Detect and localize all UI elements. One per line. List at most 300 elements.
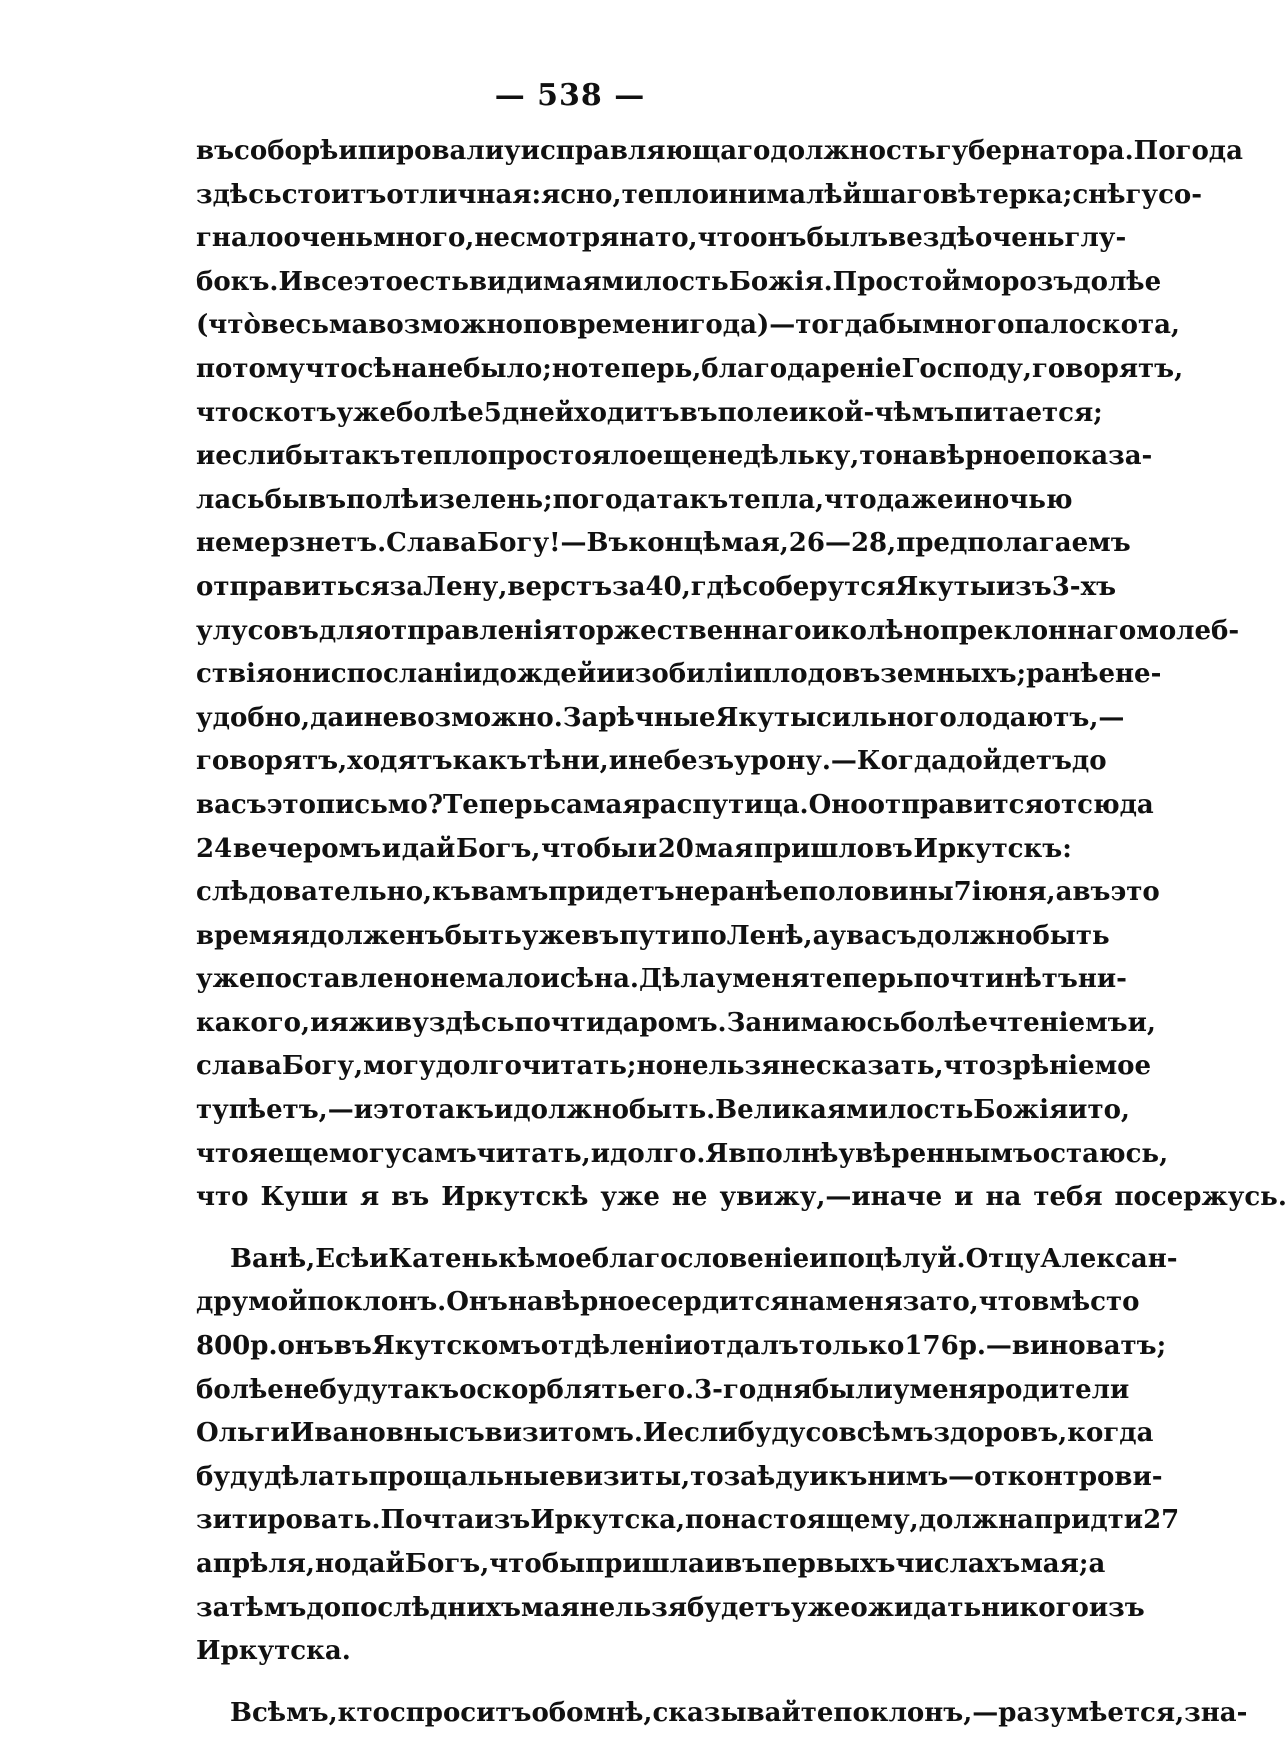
word: навѣрное <box>892 441 1037 472</box>
word: и <box>381 833 402 864</box>
word: питается; <box>954 397 1103 428</box>
word: только <box>798 1331 905 1362</box>
word: и <box>493 1095 514 1126</box>
word: ранѣе <box>710 877 800 908</box>
word: мая, <box>721 528 789 559</box>
word: дня <box>756 1374 812 1405</box>
word: что <box>697 223 751 254</box>
text-line <box>196 522 1131 566</box>
word: почти <box>913 964 1005 995</box>
word: быть <box>1032 920 1110 951</box>
word: буду <box>319 1374 388 1405</box>
word: какъ <box>452 746 527 777</box>
word: ночью <box>972 484 1073 515</box>
word: тепла, <box>728 484 825 515</box>
word: кой-чѣмъ <box>808 397 955 428</box>
word: Онъ <box>446 1287 508 1318</box>
word: меня <box>909 1374 987 1405</box>
word: нѣтъ <box>1004 964 1078 995</box>
word: чтобы <box>489 1549 586 1579</box>
text-line <box>196 1369 1130 1413</box>
word: здоровъ, <box>933 1418 1068 1449</box>
word: то <box>690 1461 724 1492</box>
word: исправляющаго <box>520 136 771 166</box>
word: на <box>619 223 656 254</box>
word: онъ <box>277 1331 334 1362</box>
word: теперь, <box>588 353 702 384</box>
word: долго <box>435 1051 522 1082</box>
word: живу <box>348 1007 429 1038</box>
word: но <box>314 1549 352 1579</box>
word: здѣсь <box>196 179 282 210</box>
word: (чтò <box>196 310 261 341</box>
word: вмѣсто <box>1031 1287 1140 1318</box>
word: скотъ <box>248 397 337 428</box>
word: и <box>344 702 364 733</box>
word: отличная: <box>386 179 542 210</box>
word: и <box>369 1243 389 1274</box>
word: отсюда <box>1043 789 1154 820</box>
word: 800 <box>196 1331 251 1362</box>
word: видимая <box>468 266 602 297</box>
word: и <box>809 1243 829 1274</box>
word: Иркутска, <box>530 1505 686 1536</box>
word: пришло <box>753 833 875 864</box>
word: должность <box>770 136 936 166</box>
word: говорятъ, <box>196 746 348 777</box>
word: есть <box>402 266 469 297</box>
word: Простой <box>832 266 962 297</box>
word: бокъ. <box>196 266 279 297</box>
word: это <box>373 1095 423 1126</box>
word: поцѣлуй. <box>828 1243 966 1274</box>
word: должно <box>513 1095 629 1126</box>
text-line <box>196 1281 1140 1325</box>
word: урону.—Когда <box>734 746 949 777</box>
word: что <box>196 397 249 428</box>
word: отправиться <box>196 571 390 602</box>
word: мое <box>1094 1051 1152 1082</box>
word: навѣрное <box>507 1287 652 1318</box>
word: я <box>248 1138 268 1169</box>
word: кто <box>337 1697 390 1728</box>
word: изъ <box>1088 1592 1145 1623</box>
word: буду <box>196 1461 264 1492</box>
word: зелень; <box>438 484 553 515</box>
word: мерзнетъ. <box>231 528 387 559</box>
word: Погода <box>1133 136 1243 166</box>
word: еще <box>646 441 708 472</box>
word: губернатора. <box>935 136 1134 166</box>
word: мало <box>465 964 541 995</box>
word: должна <box>918 1505 1034 1536</box>
word: И <box>278 266 304 297</box>
word: говорятъ, <box>1031 353 1184 384</box>
word: такъ <box>422 1095 494 1126</box>
word: то, <box>1087 1095 1130 1126</box>
word: что <box>196 1138 249 1169</box>
word: удобно, <box>196 702 311 733</box>
word: ранѣе <box>1026 659 1116 690</box>
word: бы <box>264 484 309 515</box>
word: визиты, <box>565 1461 691 1492</box>
word: іюня, <box>971 877 1056 908</box>
word: все <box>303 266 354 297</box>
word: сказывайте <box>652 1697 834 1728</box>
word: еще <box>267 1138 329 1169</box>
text-line <box>196 871 1160 915</box>
word: вездѣ <box>888 223 975 254</box>
word: изъ <box>995 571 1052 602</box>
text-line <box>196 958 1127 1002</box>
word: очень <box>283 223 374 254</box>
word: визитомъ. <box>484 1418 643 1449</box>
word: и <box>704 1549 725 1579</box>
word: тѣни, <box>526 746 609 777</box>
word: Иркутска. <box>196 1636 351 1667</box>
text-line <box>196 1456 1163 1500</box>
word: мая <box>520 1592 580 1623</box>
word: у <box>892 1374 910 1405</box>
word: дѣлать <box>263 1461 369 1492</box>
word: Господу, <box>901 353 1032 384</box>
word: дай <box>401 833 456 864</box>
word: какого, <box>196 1007 311 1038</box>
text-line <box>196 740 1107 784</box>
text-line <box>196 304 1180 348</box>
word: со- <box>1158 179 1203 210</box>
word: Теперь <box>442 789 551 820</box>
word: за <box>612 571 646 602</box>
text-line <box>196 566 1117 610</box>
word: половины <box>799 877 954 908</box>
word: года)—тогда <box>689 310 879 341</box>
word: отдалъ <box>692 1331 799 1362</box>
word: долженъ <box>309 920 445 951</box>
word: и <box>788 397 809 428</box>
text-line <box>196 1089 1130 1133</box>
word: да <box>310 702 345 733</box>
word: ни- <box>1077 964 1127 995</box>
word: не <box>474 223 510 254</box>
word: изобиліи <box>615 659 753 690</box>
word: Дѣла <box>638 964 716 995</box>
word: заѣду <box>723 1461 810 1492</box>
word: Ванѣ, <box>230 1243 316 1274</box>
text-line <box>196 653 1162 697</box>
word: мая <box>694 833 754 864</box>
word: голодаютъ,— <box>923 702 1125 733</box>
word: долго. <box>610 1138 706 1169</box>
word: нимъ—отконтрови- <box>867 1461 1163 1492</box>
text-line <box>196 697 1125 741</box>
word: прощальные <box>368 1461 566 1492</box>
word: молеб- <box>1136 615 1240 646</box>
word: и <box>708 179 729 210</box>
word: не <box>628 746 664 777</box>
word: времени <box>559 310 690 341</box>
word: много, <box>373 223 475 254</box>
word: у <box>715 964 733 995</box>
word: соборѣ <box>234 136 339 166</box>
word: пировали <box>357 136 505 166</box>
word: апрѣля, <box>196 1549 315 1579</box>
word: могу <box>328 1138 402 1169</box>
word: болѣе <box>395 397 484 428</box>
word: въ <box>308 484 347 515</box>
word: съ <box>448 1418 485 1449</box>
word: быть. <box>628 1095 716 1126</box>
word: и <box>540 964 560 995</box>
word: погода <box>552 484 657 515</box>
word: никого <box>981 1592 1089 1623</box>
word: 24 <box>196 833 233 864</box>
word: но <box>636 1051 673 1082</box>
word: Зарѣчные <box>562 702 716 733</box>
word: васъ <box>846 920 917 951</box>
word: то, <box>655 223 698 254</box>
word: сильно <box>816 702 924 733</box>
word: Богъ, <box>404 1549 490 1579</box>
word: по <box>690 920 727 951</box>
word: невозможно. <box>363 702 563 733</box>
word: улусовъ <box>196 615 319 646</box>
word: зрѣніе <box>996 1051 1095 1082</box>
text-line <box>196 130 1243 174</box>
word: Богъ, <box>455 833 541 864</box>
word: первыхъ <box>762 1549 896 1579</box>
text-line <box>196 610 1240 654</box>
text-line <box>196 392 1103 436</box>
word: а <box>812 920 830 951</box>
word: то <box>859 441 893 472</box>
word: морозъ <box>961 266 1074 297</box>
word: нельзя <box>579 1592 687 1623</box>
word: я <box>360 1182 380 1213</box>
word: Богу!—Въ <box>476 528 629 559</box>
word: Занимаюсь <box>726 1007 901 1038</box>
word: 27 <box>1143 1505 1180 1536</box>
word: сѣна <box>357 353 428 384</box>
word: а <box>1088 1549 1106 1579</box>
word: ходятъ <box>347 746 453 777</box>
word: ясно, <box>541 179 622 210</box>
word: слава <box>196 1051 282 1082</box>
word: посержусь. <box>1114 1182 1287 1213</box>
word: его. <box>635 1374 695 1405</box>
word: предполагаемъ <box>896 528 1131 559</box>
word: 26—28, <box>788 528 897 559</box>
word: по <box>685 1505 722 1536</box>
word: Почта <box>380 1505 475 1536</box>
word: о <box>275 659 293 690</box>
word: когда <box>1067 1418 1154 1449</box>
word: что <box>824 484 877 515</box>
word: Оно <box>808 789 868 820</box>
word: и <box>590 1138 611 1169</box>
word: Божія. <box>728 266 833 297</box>
word: глу- <box>1064 223 1127 254</box>
word: болѣе <box>900 1007 988 1038</box>
word: и <box>419 484 439 515</box>
word: не- <box>1115 659 1162 690</box>
word: будетъ <box>686 1592 791 1623</box>
text-line <box>196 1133 1169 1177</box>
word: благословеніе <box>591 1243 810 1274</box>
word: 176 <box>904 1331 959 1362</box>
word: концѣ <box>628 528 722 559</box>
word: васъ <box>196 789 267 820</box>
word: тебя <box>1033 1182 1103 1213</box>
word: не <box>196 528 232 559</box>
word: обо <box>531 1697 584 1728</box>
word: распутица. <box>641 789 809 820</box>
body-text <box>196 130 1287 1735</box>
word: долѣе <box>1073 266 1162 297</box>
text-line <box>196 1238 1178 1282</box>
word: И <box>642 1418 668 1449</box>
word: Я <box>705 1138 729 1169</box>
word: читать, <box>476 1138 591 1169</box>
word: и <box>637 833 657 864</box>
word: оскорблять <box>459 1374 636 1405</box>
text-line <box>196 1630 1072 1674</box>
word: Слава <box>386 528 477 559</box>
word: Ольги <box>196 1418 290 1449</box>
word: по <box>522 310 560 341</box>
word: мое <box>535 1243 592 1274</box>
word: быть <box>444 920 522 951</box>
word: нельзя <box>672 1051 781 1082</box>
word: и <box>809 1461 829 1492</box>
word: дойдетъ <box>948 746 1072 777</box>
word: мнѣ, <box>583 1697 653 1728</box>
word: мая; <box>1020 1549 1089 1579</box>
word: зна- <box>1184 1697 1248 1728</box>
text-line <box>196 784 1154 828</box>
word: отдѣленіи <box>540 1331 693 1362</box>
word: не <box>429 964 466 995</box>
word: торжественнаго <box>562 615 812 646</box>
word: Великая <box>715 1095 847 1126</box>
word: дождей <box>482 659 597 690</box>
word: для <box>318 615 374 646</box>
word: за <box>902 1287 937 1318</box>
word: поклонъ,—разумѣется, <box>833 1697 1185 1728</box>
word: изъ <box>474 1505 531 1536</box>
word: Якуты <box>895 571 996 602</box>
word: Богу, <box>281 1051 364 1082</box>
word: потому <box>196 353 306 384</box>
word: и <box>608 746 629 777</box>
paragraph-gap <box>196 1220 1072 1238</box>
word: чтобы <box>541 833 638 864</box>
paragraph-gap <box>196 1674 1072 1692</box>
text-line <box>196 1412 1154 1456</box>
word: мой <box>248 1287 308 1318</box>
word: Есѣ <box>315 1243 370 1274</box>
word: у <box>829 920 847 951</box>
word: уже <box>790 1592 851 1623</box>
word: верстъ <box>507 571 613 602</box>
word: смотря <box>509 223 620 254</box>
word: 5 <box>483 397 502 428</box>
word: Ленѣ, <box>726 920 813 951</box>
word: но <box>551 353 589 384</box>
word: не <box>674 877 711 908</box>
word: пути <box>619 920 691 951</box>
word: р.—виноватъ; <box>958 1331 1167 1362</box>
text-line <box>196 1176 1287 1220</box>
word: скота, <box>1086 310 1180 341</box>
word: ствія <box>196 659 276 690</box>
word: самъ <box>401 1138 477 1169</box>
word: вполнѣ <box>728 1138 839 1169</box>
word: въ <box>196 136 235 166</box>
text-line <box>196 348 1184 392</box>
word: Отцу <box>965 1243 1041 1274</box>
word: и <box>954 1182 974 1213</box>
word: послѣднихъ <box>341 1592 521 1623</box>
word: затѣмъ <box>196 1592 307 1623</box>
word: это <box>266 789 316 820</box>
word: и <box>953 484 973 515</box>
word: здѣсь <box>428 1007 515 1038</box>
word: я <box>329 1007 349 1038</box>
word: уже <box>600 1182 660 1213</box>
word: не <box>780 1051 816 1082</box>
word: Всѣмъ, <box>230 1697 338 1728</box>
word: остаюсь, <box>1032 1138 1169 1169</box>
word: на <box>985 1182 1022 1213</box>
word: ни <box>728 179 767 210</box>
word: теперь <box>809 964 914 995</box>
word: въ <box>874 833 913 864</box>
word: спроситъ <box>389 1697 532 1728</box>
word: сердится <box>651 1287 790 1318</box>
text-line <box>196 915 1110 959</box>
word: что <box>305 353 358 384</box>
word: это <box>1110 877 1160 908</box>
word: лась <box>196 484 265 515</box>
word: совсѣмъ <box>805 1418 934 1449</box>
word: въ <box>724 1549 763 1579</box>
word: весьма <box>260 310 369 341</box>
word: къ <box>828 1461 868 1492</box>
word: за <box>389 571 424 602</box>
word: колѣнопреклоннаго <box>830 615 1137 646</box>
word: Иркутскъ: <box>913 833 1072 864</box>
word: онъ <box>750 223 807 254</box>
word: вамъ <box>470 877 549 908</box>
word: и <box>196 441 216 472</box>
text-line <box>196 1692 1248 1736</box>
word: Божія <box>973 1095 1069 1126</box>
word: Якутскомъ <box>371 1331 541 1362</box>
word: недѣльку, <box>707 441 860 472</box>
word: 7 <box>953 877 972 908</box>
word: и <box>310 1007 330 1038</box>
word: меня <box>825 1287 903 1318</box>
word: было; <box>463 353 552 384</box>
word: даже <box>876 484 954 515</box>
word: отправится <box>867 789 1044 820</box>
word: были <box>811 1374 893 1405</box>
word: уже <box>521 920 582 951</box>
text-line <box>196 217 1127 261</box>
word: почти <box>514 1007 606 1038</box>
word: время <box>196 920 291 951</box>
